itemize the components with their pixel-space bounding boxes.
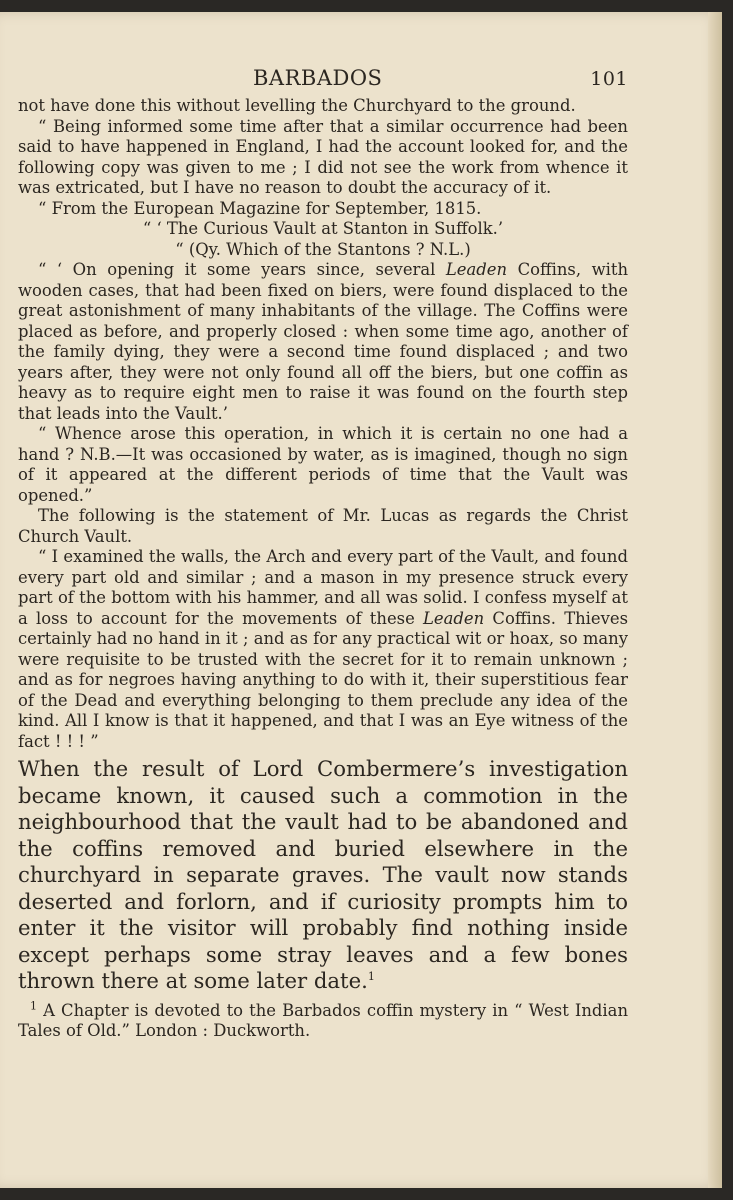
paragraph: The following is the statement of Mr. Lucas as regards the Christ Church Vault. [18,506,628,546]
paragraph: “ Being informed some time after that a similar occurrence had been said to have happened in England, I had the account looked for, and the following copy was given to me ; I did not see the work from whence it was extricated, but I have no reason to doubt the accuracy of it. [18,116,628,197]
italic-text: Leaden [423,608,485,628]
page-edge [708,12,722,1188]
paragraph [18,756,628,995]
text-run: Coffins. Thieves certainly had no hand in it ; and as for any practical wit or hoax, so many were requisite to be trusted with the secret for it to remain unknown ; and as for negroes having anything to do with it, their superstitious fear of the Dead and everything belonging to them preclude any idea of the kind. All I know is that it happened, and that I was an Eye witness of the fact ! ! ! ” [18,608,628,751]
text-run: “ I examined the walls, the Arch and every part of the Vault, and found every part old and similar ; and a mason in my presence struck every part of the bottom with his hammer, and all was solid. I confess myself at a loss to account for the movements of these [18,547,628,628]
running-title: BARBADOS [253,66,383,90]
italic-text: Leaden [445,260,508,279]
quoted-section [18,96,628,752]
footnote-marker: 1 [30,999,37,1013]
footnote-text [18,1001,628,1042]
page-content [18,62,628,1042]
running-header [18,62,628,96]
footnote-reference: 1 [367,969,375,983]
paragraph-centered: “ ‘ The Curious Vault at Stanton in Suffolk.’ [142,219,504,238]
text-run: “ ‘ On opening it some years since, several [38,260,446,279]
paragraph: “ Whence arose this operation, in which it is certain no one had a hand ? N.B.—It was occasioned by water, as is imagined, though no sign of it appeared at the different periods of time that the Vault was opened.” [18,424,628,505]
text-run: When the result of Lord Combermere’s investigation became known, it caused such a commotion in the neighbourhood that the vault had to be abandoned and the coffins removed and buried elsewhere in the churchyard in separate graves. The vault now stands deserted and forlorn, and if curiosity prompts him to enter it the visitor will probably find nothing inside except perhaps some stray leaves and a few bones thrown there at some later date. [18,756,628,993]
text-run: Coffins, with wooden cases, that had been fixed on biers, were found displaced to the great astonishment of many inhabitants of the village. The Coffins were placed as before, and properly closed : when some time ago, another of the family dying, they were a second time found displaced ; and two years after, they were not only found all off the biers, but one coffin as heavy as to require eight men to raise it was found on the fourth step that leads into the Vault.’ [18,260,629,423]
footnote-body: A Chapter is devoted to the Barbados coffin mystery in “ West Indian Tales of Old.” London : Duckworth. [18,1000,628,1040]
paragraph: “ From the European Magazine for September, 1815. [38,198,482,218]
footnote [18,1001,628,1042]
paragraph [18,260,628,424]
paragraph: not have done this without levelling the Churchyard to the ground. [18,96,576,115]
page-number: 101 [590,68,628,90]
paragraph [18,547,628,752]
paragraph-centered: “ (Qy. Which of the Stantons ? N.L.) [175,239,471,259]
main-text [18,756,628,995]
